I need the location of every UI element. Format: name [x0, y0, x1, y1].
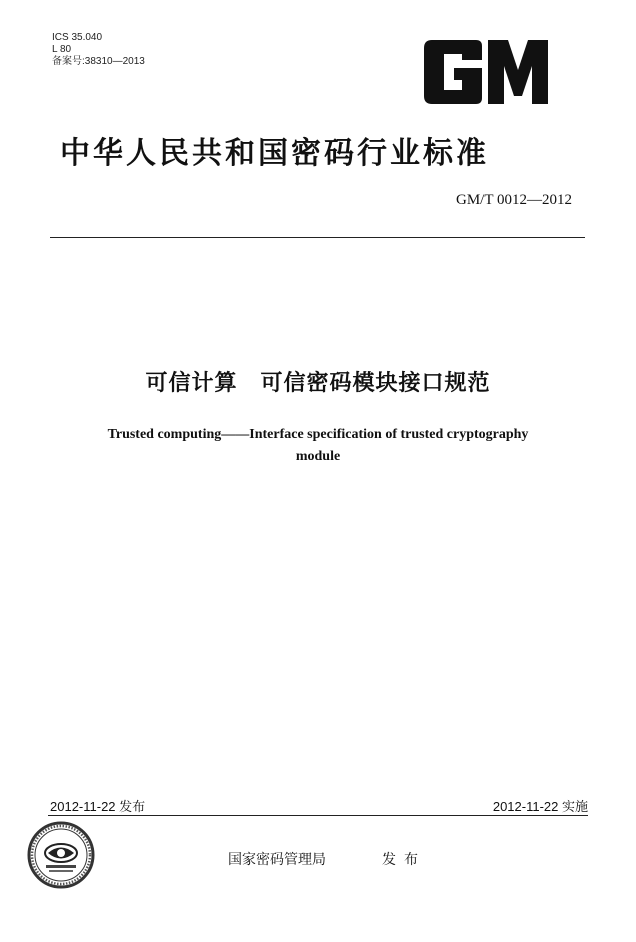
filing-number: 备案号:38310—2013 [52, 56, 145, 67]
english-title [40, 424, 596, 468]
classification-code: L 80 [52, 44, 72, 55]
header-meta [52, 32, 145, 68]
gm-logo-icon [424, 40, 548, 104]
publish-date: 2012-11-22 发布 [50, 799, 146, 814]
footer-divider [48, 815, 588, 816]
chinese-title: 可信计算 可信密码模块接口规范 [145, 371, 491, 396]
standard-category-title: 中华人民共和国密码行业标准 [60, 136, 489, 171]
english-title-line-2: module [295, 449, 341, 464]
standard-number: GM/T 0012—2012 [456, 192, 572, 208]
issuing-authority: 国家密码管理局 [228, 852, 326, 868]
issue-verb: 发布 [382, 852, 426, 868]
english-title-line-1: Trusted computing——Interface specification of trusted cryptography [107, 427, 529, 442]
implementation-date: 2012-11-22 实施 [492, 799, 588, 814]
header-divider [50, 237, 585, 238]
publisher-seal-icon [26, 820, 96, 890]
ics-code: ICS 35.040 [52, 32, 103, 43]
